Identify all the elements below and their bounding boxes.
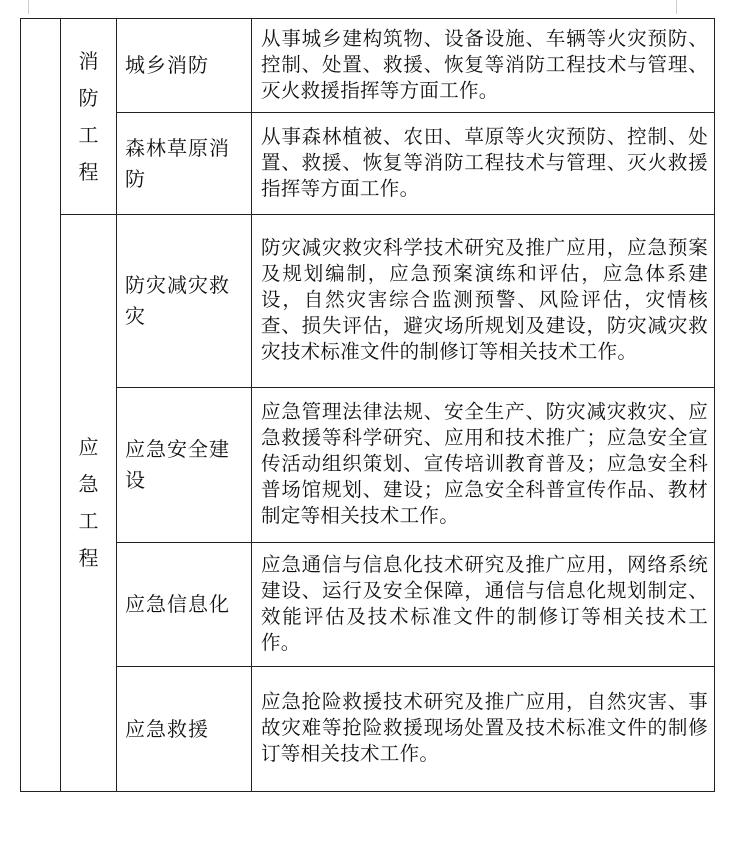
specialty-description: 应急通信与信息化技术研究及推广应用，网络系统建设、运行及安全保障，通信与信息化规划制定、效能评估及技术标准文件的制修订等相关技术工作。	[261, 552, 708, 654]
description-cell	[252, 19, 715, 113]
category-char: 程	[78, 159, 99, 184]
category-char: 消	[78, 48, 99, 73]
specialty-name: 应急信息化	[125, 592, 230, 616]
specialty-table	[20, 18, 715, 792]
specialty-name: 森林草原消防	[125, 135, 230, 191]
category-cell	[61, 19, 117, 215]
specialty-name-cell	[117, 215, 252, 388]
category-cell	[61, 215, 117, 792]
specialty-name-cell	[117, 543, 252, 667]
specialty-name-cell	[117, 388, 252, 543]
specialty-description: 从事森林植被、农田、草原等火灾预防、控制、处置、救援、恢复等消防工程技术与管理、灭火救援指挥等方面工作。	[261, 124, 708, 200]
specialty-description: 应急抢险救援技术研究及推广应用，自然灾害、事故灾难等抢险救援现场处置及技术标准文件的制修订等相关技术工作。	[261, 690, 708, 765]
category-char: 应	[78, 435, 99, 459]
table-row	[21, 19, 715, 113]
description-cell	[252, 543, 715, 667]
table-row	[21, 667, 715, 792]
description-cell	[252, 667, 715, 792]
specialty-name: 应急救援	[125, 716, 209, 741]
specialty-name: 防灾减灾救灾	[125, 273, 230, 328]
table-row	[21, 543, 715, 667]
specialty-name: 城乡消防	[125, 53, 209, 77]
description-cell	[252, 388, 715, 543]
description-cell	[252, 113, 715, 215]
table-row	[21, 388, 715, 543]
blank-index-cell	[21, 19, 61, 792]
specialty-description: 防灾减灾救灾科学技术研究及推广应用，应急预案及规划编制，应急预案演练和评估，应急体系建设，自然灾害综合监测预警、风险评估，灾情核查、损失评估，避灾场所规划及建设，防灾减灾救灾技术标准文件的制修订等相关技术工作。	[261, 236, 708, 363]
specialty-description: 应急管理法律法规、安全生产、防灾减灾救灾、应急救援等科学研究、应用和技术推广；应急安全宣传活动组织策划、宣传培训教育普及；应急安全科普场馆规划、建设；应急安全科普宣传作品、教材制定等相关技术工作。	[261, 400, 708, 527]
category-char: 急	[78, 472, 99, 496]
category-char: 防	[78, 85, 99, 110]
specialty-name: 应急安全建设	[125, 437, 230, 492]
specialty-description: 从事城乡建构筑物、设备设施、车辆等火灾预防、控制、处置、救援、恢复等消防工程技术与管理、灭火救援指挥等方面工作。	[261, 26, 708, 102]
specialty-name-cell	[117, 19, 252, 113]
category-char: 工	[78, 122, 99, 147]
category-char: 程	[78, 546, 99, 570]
category-char: 工	[78, 509, 99, 533]
specialty-name-cell	[117, 667, 252, 792]
category-label	[61, 429, 116, 577]
specialty-name-cell	[117, 113, 252, 215]
table-row	[21, 215, 715, 388]
category-label	[61, 43, 116, 191]
page-corner-mark-right	[676, 0, 677, 14]
table-row	[21, 113, 715, 215]
page-corner-mark-left	[28, 0, 29, 14]
description-cell	[252, 215, 715, 388]
